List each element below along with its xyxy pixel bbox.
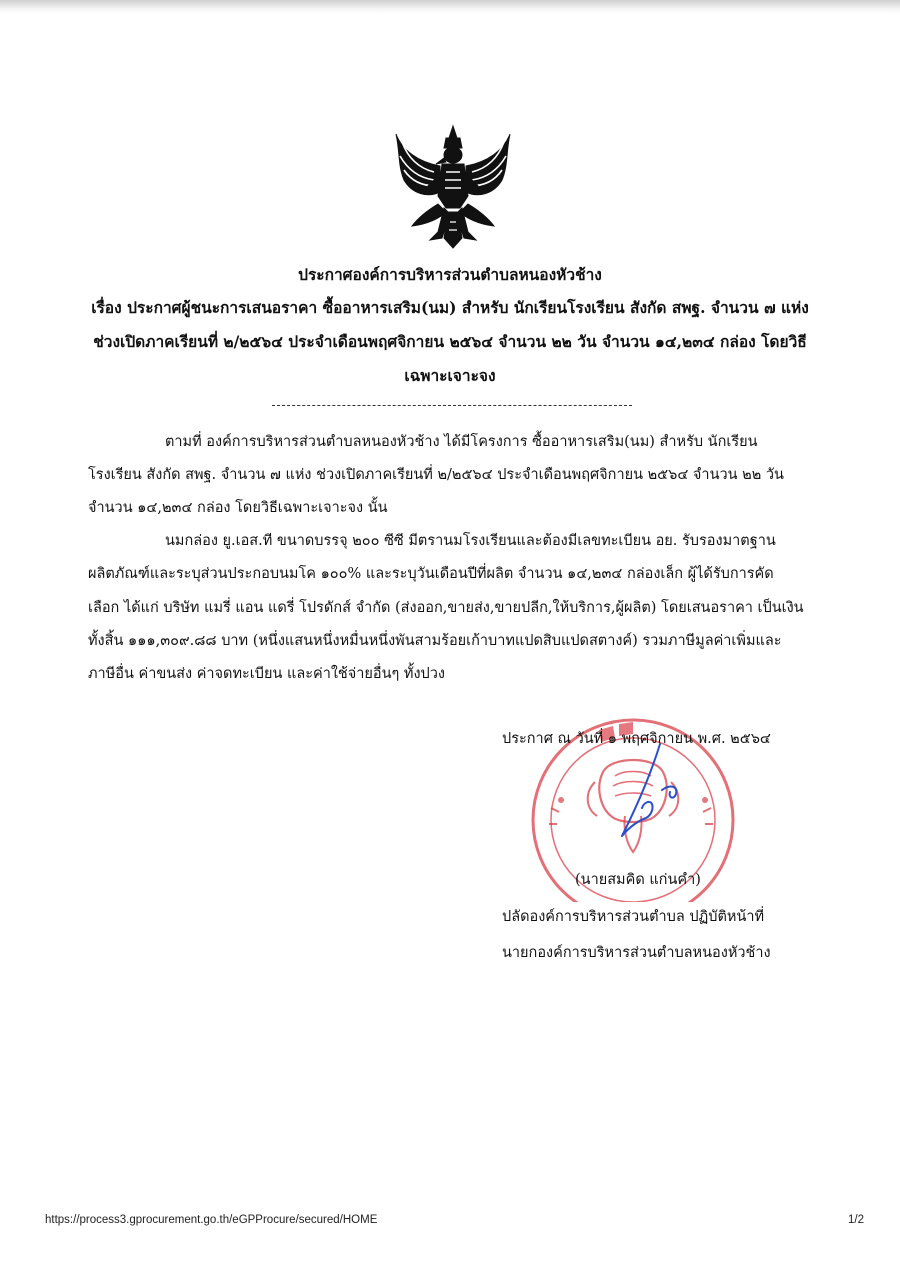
- signatory-position-2: นายกองค์การบริหารส่วนตำบลหนองหัวช้าง: [502, 945, 771, 961]
- scan-edge-shadow: [0, 0, 900, 14]
- handwritten-signature: [600, 740, 690, 850]
- footer-url: https://process3.gprocurement.go.th/eGPProcure/secured/HOME: [45, 1214, 378, 1226]
- garuda-emblem-icon: [388, 122, 518, 250]
- paragraph-2-line-5: ภาษีอื่น ค่าขนส่ง ค่าจดทะเบียน และค่าใช้จ่ายอื่นๆ ทั้งปวง: [88, 666, 445, 682]
- page-number: 1/2: [848, 1214, 864, 1226]
- subject-line-2: ช่วงเปิดภาคเรียนที่ ๒/๒๕๖๔ ประจำเดือนพฤศจิกายน ๒๕๖๔ จำนวน ๒๒ วัน จำนวน ๑๔,๒๓๔ กล่อง โดยวิธี: [93, 332, 807, 351]
- paragraph-1-line-3: จำนวน ๑๔,๒๓๔ กล่อง โดยวิธีเฉพาะเจาะจง นั้น: [88, 500, 388, 516]
- subject-line-1: เรื่อง ประกาศผู้ชนะการเสนอราคา ซื้ออาหารเสริม(นม) สำหรับ นักเรียนโรงเรียน สังกัด สพฐ. จำนวน ๗ แห่ง: [91, 298, 809, 317]
- signatory-name: (นายสมคิด แก่นคำ): [575, 872, 701, 888]
- announcement-date: ประกาศ ณ วันที่ ๑ พฤศจิกายน พ.ศ. ๒๕๖๔: [502, 731, 771, 747]
- signatory-position-1: ปลัดองค์การบริหารส่วนตำบล ปฏิบัติหน้าที่: [502, 909, 765, 925]
- paragraph-2-line-3: เลือก ได้แก่ บริษัท แมรี่ แอน แดรี่ โปรดักส์ จำกัด (ส่งออก,ขายส่ง,ขายปลีก,ให้บริการ,ผู้ผลิต) โดยเสนอราคา เป็นเงิน: [88, 600, 804, 616]
- paragraph-2-line-2: ผลิตภัณฑ์และระบุส่วนประกอบนมโค ๑๐๐% และระบุวันเดือนปีที่ผลิต จำนวน ๑๔,๒๓๔ กล่องเล็ก ผู้ได้รับการคัด: [88, 566, 774, 582]
- paragraph-1-line-2: โรงเรียน สังกัด สพฐ. จำนวน ๗ แห่ง ช่วงเปิดภาคเรียนที่ ๒/๒๕๖๔ ประจำเดือนพฤศจิกายน ๒๕๖๔ จำนวน ๒๒ วัน: [88, 467, 784, 483]
- dashed-separator: [272, 405, 632, 406]
- announcement-title: ประกาศองค์การบริหารส่วนตำบลหนองหัวช้าง: [298, 265, 602, 284]
- paragraph-1-line-1: ตามที่ องค์การบริหารส่วนตำบลหนองหัวช้าง ได้มีโครงการ ซื้ออาหารเสริม(นม) สำหรับ นักเรียน: [165, 434, 758, 450]
- subject-line-3: เฉพาะเจาะจง: [404, 366, 496, 385]
- paragraph-2-line-4: ทั้งสิ้น ๑๑๑,๓๐๙.๘๘ บาท (หนึ่งแสนหนึ่งหมื่นหนึ่งพันสามร้อยเก้าบาทแปดสิบแปดสตางค์) รวมภาษีมูลค่าเพิ่มและ: [88, 633, 782, 649]
- paragraph-2-line-1: นมกล่อง ยู.เอส.ที ขนาดบรรจุ ๒๐๐ ซีซี มีตรานมโรงเรียนและต้องมีเลขทะเบียน อย. รับรองมาตฐาน: [165, 533, 776, 549]
